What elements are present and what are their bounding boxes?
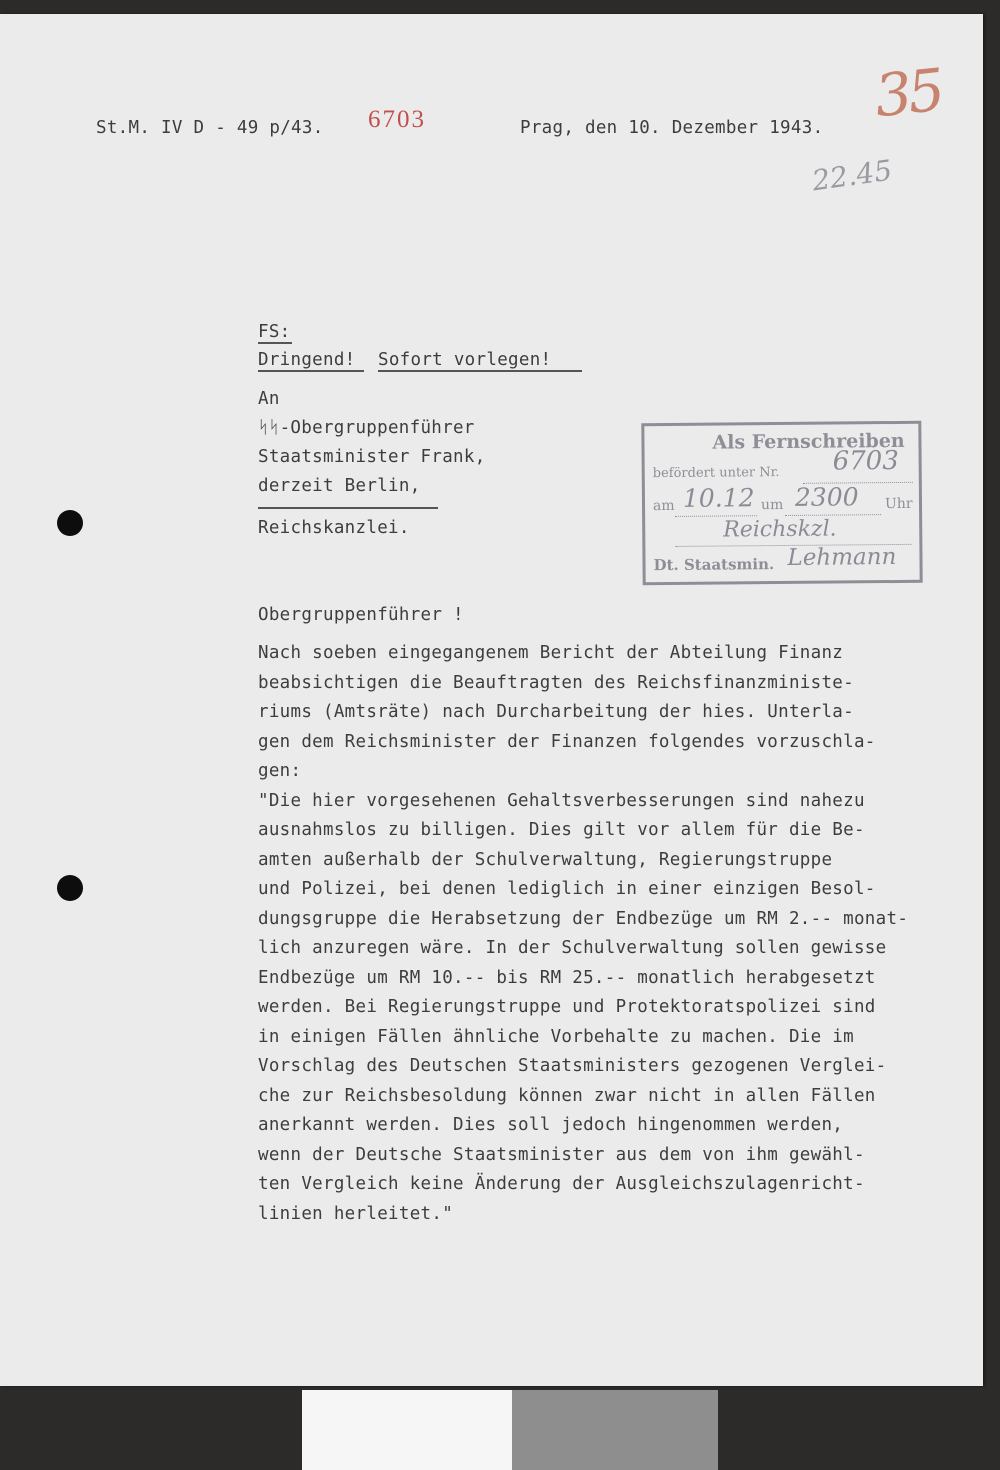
body-line: beabsichtigen die Beauftragten des Reichsfinanzministe- (258, 672, 854, 693)
stamp-forwarded-label: befördert unter Nr. (652, 465, 780, 482)
body-line: Vorschlag des Deutschen Staatsministers gezogenen Verglei- (258, 1056, 887, 1076)
fs-underline (258, 342, 292, 344)
submit-underline (378, 370, 582, 372)
stamp-on-label: am (652, 497, 675, 515)
stamp-signature: Lehmann (787, 544, 897, 571)
body-line: riums (Amtsräte) nach Durcharbeitung der hies. Unterla- (258, 702, 854, 722)
stamp-footer: Dt. Staatsmin. (653, 555, 775, 575)
body-line: werden. Bei Regierungstruppe und Protektoratspolizei sind (258, 997, 876, 1017)
body-line: amten außerhalb der Schulverwaltung, Regierungstruppe (258, 849, 833, 870)
body-line: che zur Reichsbesoldung können zwar nicht in allen Fällen (258, 1085, 876, 1106)
body-line: in einigen Fällen ähnliche Vorbehalte zu machen. Die im (258, 1026, 854, 1047)
punch-hole (57, 875, 83, 901)
body-line: dungsgruppe die Herabsetzung der Endbezüge um RM 2.-- monat- (258, 908, 909, 929)
address-rank: ᛋᛋ-Obergruppenführer (258, 418, 475, 438)
stamp-time: 2300 (794, 482, 859, 512)
file-reference: St.M. IV D - 49 p/43. (96, 118, 324, 138)
address-office: Reichskanzlei. (258, 518, 410, 538)
urgent-label: Dringend! (258, 350, 356, 370)
punch-hole (57, 510, 83, 536)
stamp-at-label: um (760, 496, 784, 514)
body-line: Endbezüge um RM 10.-- bis RM 25.-- monatlich herabgesetzt (258, 967, 876, 988)
handwritten-time: 22.45 (810, 153, 895, 198)
document-page (0, 14, 983, 1386)
body-line: gen dem Reichsminister der Finanzen folgendes vorzuschla- (258, 731, 876, 752)
urgent-underline (258, 370, 364, 372)
stamp-recipient: Reichskzl. (723, 516, 837, 543)
body-line: Nach soeben eingegangenem Bericht der Abteilung Finanz (258, 643, 844, 663)
body-line: wenn der Deutsche Staatsminister aus dem von ihm gewähl- (258, 1144, 865, 1165)
stamp-date: 10.12 (682, 483, 755, 513)
body-line: und Polizei, bei denen lediglich in einer einzigen Besol- (258, 879, 876, 899)
address-location: derzeit Berlin, (258, 476, 421, 496)
stamp-forwarded-number: 6703 (832, 445, 899, 477)
body-line: anerkannt werden. Dies soll jedoch hingenommen werden, (258, 1115, 844, 1135)
handwritten-page-number: 35 (871, 55, 945, 131)
body-line: lich anzuregen wäre. In der Schulverwaltung sollen gewisse (258, 938, 887, 958)
place-date: Prag, den 10. Dezember 1943. (520, 118, 824, 138)
body-line: ausnahmslos zu billigen. Dies gilt vor allem für die Be- (258, 820, 865, 840)
submit-label: Sofort vorlegen! (378, 350, 552, 370)
stamp-unit: Uhr (884, 495, 913, 513)
body-line: linien herleitet." (258, 1203, 454, 1224)
stamp-heading: Als Fernschreiben (712, 429, 905, 454)
body-line: "Die hier vorgesehenen Gehaltsverbesserungen sind nahezu (258, 790, 865, 811)
fs-label: FS: (258, 322, 291, 342)
calibration-strip-white (302, 1390, 512, 1470)
telex-stamp (641, 421, 922, 585)
body-line: gen: (258, 761, 302, 781)
address-divider (258, 507, 438, 509)
address-title-name: Staatsminister Frank, (258, 447, 486, 467)
number-stamp: 6703 (368, 106, 426, 133)
salutation: Obergruppenführer ! (258, 605, 464, 625)
body-line: ten Vergleich keine Änderung der Ausgleichszulagenricht- (258, 1174, 865, 1194)
address-to: An (258, 389, 280, 409)
calibration-strip-grey (512, 1390, 718, 1470)
